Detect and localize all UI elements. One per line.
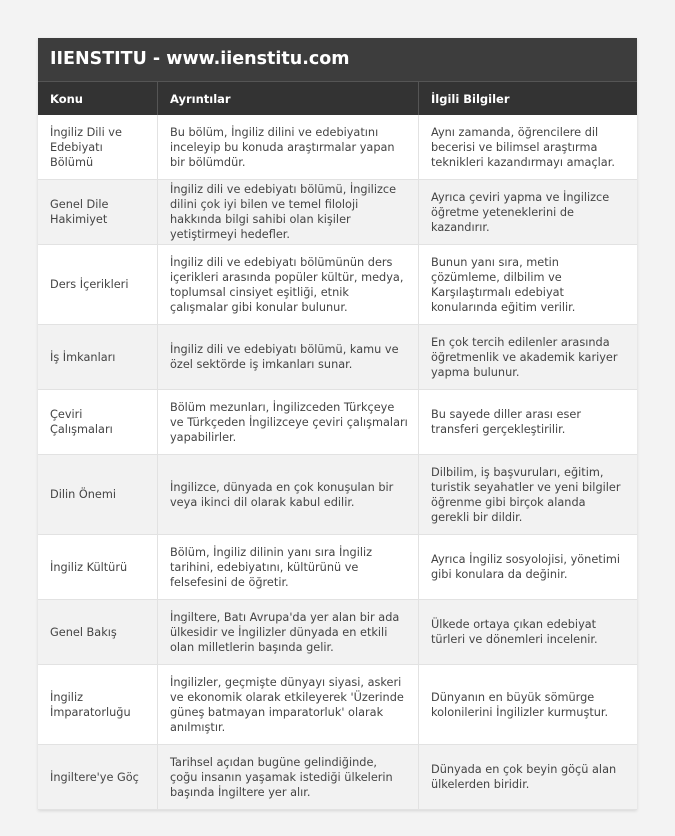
cell-topic <box>38 325 158 389</box>
cell-details <box>158 245 419 324</box>
table-row <box>38 665 637 745</box>
cell-topic <box>38 600 158 664</box>
cell-info <box>419 115 637 179</box>
cell-info <box>419 245 637 324</box>
cell-info <box>419 180 637 244</box>
header-details: Ayrıntılar <box>158 82 419 115</box>
cell-topic <box>38 115 158 179</box>
cell-details-text: İngiliz dili ve edebiyatı bölümü, İngilizce dilini çok iyi bilen ve temel filoloji hakkında bilgi sahibi olan kişiler yetiştirmeyi hedefler. <box>170 183 397 241</box>
cell-topic <box>38 390 158 454</box>
cell-info-text: En çok tercih edilenler arasında öğretmenlik ve akademik kariyer yapma bulunur. <box>431 335 618 379</box>
table-row <box>38 535 637 600</box>
cell-details-text: Bölüm mezunları, İngilizceden Türkçeye ve Türkçeden İngilizceye çeviri çalışmaları yapabilirler. <box>170 400 408 444</box>
table-row <box>38 745 637 810</box>
cell-topic-text: İngiliz Dili ve Edebiyatı Bölümü <box>50 125 122 169</box>
cell-info-text: Ayrıca çeviri yapma ve İngilizce öğretme yeteneklerini de kazandırır. <box>431 190 610 234</box>
cell-topic <box>38 535 158 599</box>
cell-details-text: Bu bölüm, İngiliz dilini ve edebiyatını inceleyip bu konuda araştırmalar yapan bir bölümdür. <box>170 125 395 169</box>
table-row <box>38 325 637 390</box>
table-header <box>38 81 637 115</box>
table-row <box>38 180 637 245</box>
cell-topic-text: İngiliz Kültürü <box>50 560 128 574</box>
cell-details-text: İngiltere, Batı Avrupa'da yer alan bir ada ülkesidir ve İngilizler dünyada en etkili olan milletlerin başında gelir. <box>170 610 400 654</box>
cell-details <box>158 180 419 244</box>
table-row <box>38 115 637 180</box>
cell-details-text: Bölüm, İngiliz dilinin yanı sıra İngiliz tarihini, edebiyatını, kültürünü ve felsefesini de öğretir. <box>170 545 373 589</box>
cell-info-text: Ülkede ortaya çıkan edebiyat türleri ve dönemleri incelenir. <box>431 618 598 646</box>
cell-details <box>158 390 419 454</box>
cell-details <box>158 600 419 664</box>
cell-info <box>419 600 637 664</box>
cell-info <box>419 535 637 599</box>
cell-topic-text: Dilin Önemi <box>50 488 117 501</box>
header-info: İlgili Bilgiler <box>431 91 510 106</box>
cell-topic <box>38 745 158 809</box>
cell-details-text: Tarihsel açıdan bugüne gelindiğinde, çoğu insanın yaşamak istediği ülkelerin başında İngiltere yer alır. <box>170 755 393 799</box>
cell-info-text: Dilbilim, iş başvuruları, eğitim, turistik seyahatler ve yeni bilgiler öğrenme gibi birçok alanda gerekli bir dildir. <box>431 465 621 524</box>
cell-details <box>158 455 419 534</box>
site-banner: IIENSTITU - www.iienstitu.com <box>38 38 637 81</box>
cell-topic-text: Genel Dile Hakimiyet <box>50 198 109 226</box>
cell-details-text: İngiliz dili ve edebiyatı bölümü, kamu ve özel sektörde iş imkanları sunar. <box>170 343 399 371</box>
cell-topic <box>38 455 158 534</box>
cell-details <box>158 535 419 599</box>
table-row <box>38 390 637 455</box>
header-topic: Konu <box>38 82 158 115</box>
cell-info <box>419 455 637 534</box>
cell-topic-text: Genel Bakış <box>50 625 117 639</box>
cell-info <box>419 665 637 744</box>
cell-info <box>419 325 637 389</box>
cell-topic-text: Ders İçerikleri <box>50 278 129 291</box>
cell-details-text: İngiliz dili ve edebiyatı bölümünün ders içerikleri arasında popüler kültür, medya, toplumsal cinsiyet eşitliği, etnik çalışmalar gibi konular bulunur. <box>170 255 404 314</box>
cell-topic-text: Çeviri Çalışmaları <box>50 408 113 436</box>
cell-details <box>158 745 419 809</box>
cell-details <box>158 665 419 744</box>
table-row <box>38 245 637 325</box>
cell-info-text: Dünyada en çok beyin göçü alan ülkelerden biridir. <box>431 763 617 791</box>
cell-details <box>158 115 419 179</box>
table-row <box>38 600 637 665</box>
table-body <box>38 115 637 810</box>
cell-topic-text: İş İmkanları <box>50 350 116 364</box>
cell-topic-text: İngiliz İmparatorluğu <box>50 690 131 719</box>
table-row <box>38 455 637 535</box>
cell-topic-text: İngiltere'ye Göç <box>50 770 139 784</box>
cell-info-text: Ayrıca İngiliz sosyolojisi, yönetimi gibi konulara da değinir. <box>431 553 620 581</box>
cell-details <box>158 325 419 389</box>
cell-details-text: İngilizce, dünyada en çok konuşulan bir veya ikinci dil olarak kabul edilir. <box>170 480 394 509</box>
cell-info-text: Bu sayede diller arası eser transferi gerçekleştirilir. <box>431 408 581 436</box>
info-table-card <box>38 38 637 810</box>
cell-topic <box>38 180 158 244</box>
cell-topic <box>38 245 158 324</box>
cell-info <box>419 390 637 454</box>
cell-info-text: Bunun yanı sıra, metin çözümleme, dilbilim ve Karşılaştırmalı edebiyat konularında eğitim verilir. <box>431 255 576 314</box>
cell-topic <box>38 665 158 744</box>
cell-details-text: İngilizler, geçmişte dünyayı siyasi, askeri ve ekonomik olarak etkileyerek 'Üzerinde güneş batmayan imparatorluk' olarak anılmıştır. <box>170 675 404 734</box>
cell-info-text: Dünyanın en büyük sömürge kolonilerini İngilizler kurmuştur. <box>431 690 609 719</box>
cell-info-text: Aynı zamanda, öğrencilere dil becerisi ve bilimsel araştırma teknikleri kazandırmayı amaçlar. <box>431 125 615 169</box>
cell-info <box>419 745 637 809</box>
